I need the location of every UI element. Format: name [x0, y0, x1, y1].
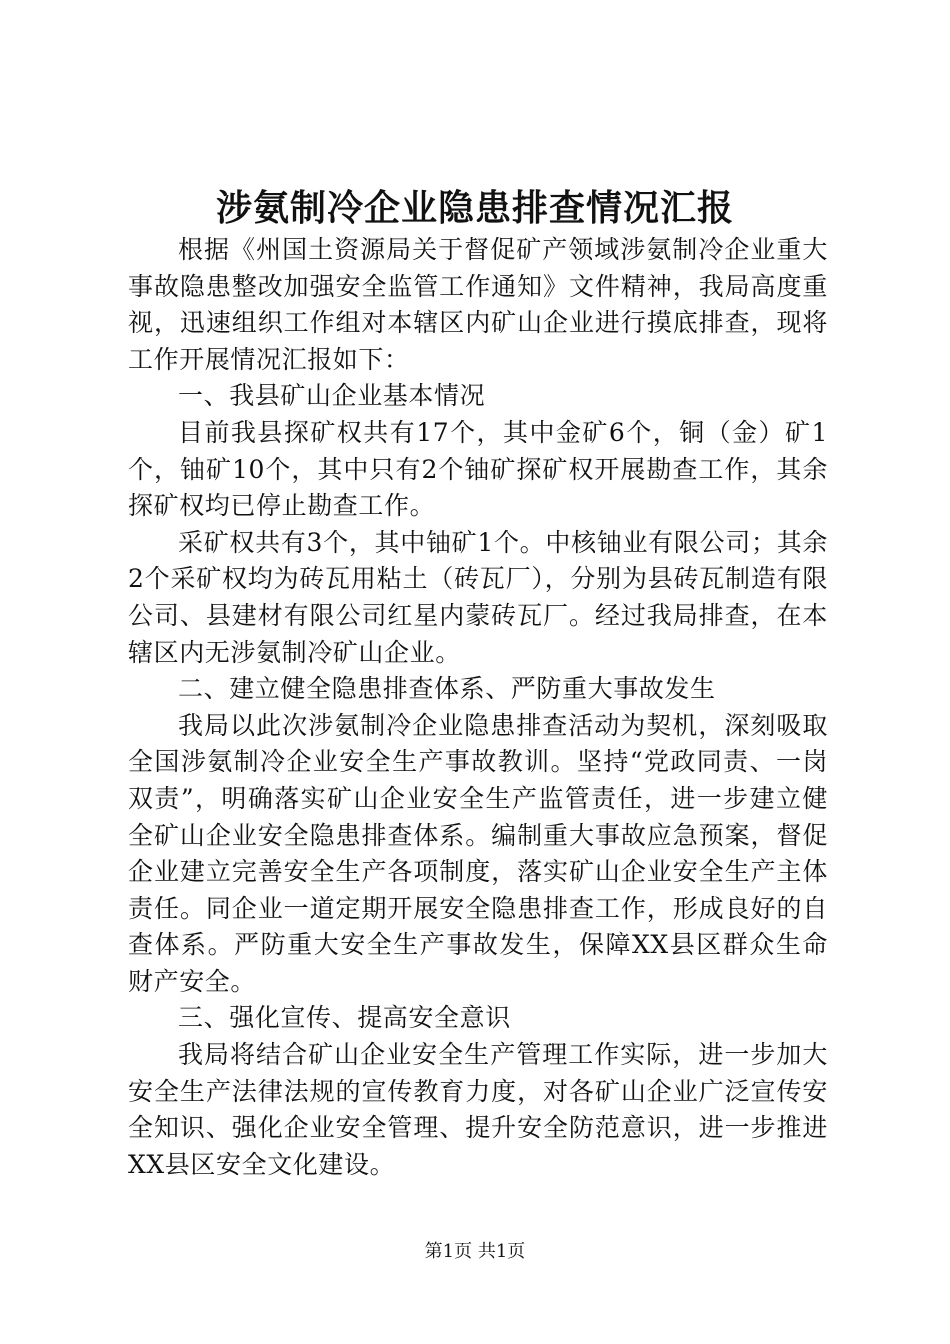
page-number-footer: 第1页 共1页 — [424, 1241, 526, 1262]
document-body — [128, 232, 828, 1183]
paragraph-mining-rights: 采矿权共有3个，其中铀矿1个。中核铀业有限公司；其余2个采矿权均为砖瓦用粘土（砖瓦厂），分别为县砖瓦制造有限公司、县建材有限公司红星内蒙砖瓦厂。经过我局排查，在本辖区内无涉氨制冷矿山企业。 — [128, 527, 828, 667]
section-heading-3: 三、强化宣传、提高安全意识 — [178, 1003, 511, 1033]
section-heading-2: 二、建立健全隐患排查体系、严防重大事故发生 — [178, 674, 716, 704]
section-heading-1: 一、我县矿山企业基本情况 — [178, 381, 486, 411]
document-title: 涉氨制冷企业隐患排查情况汇报 — [215, 187, 734, 229]
paragraph-inspection-system: 我局以此次涉氨制冷企业隐患排查活动为契机，深刻吸取全国涉氨制冷企业安全生产事故教训。坚持“党政同责、一岗双责”，明确落实矿山企业安全生产监管责任，进一步建立健全矿山企业安全隐患排查体系。编制重大事故应急预案，督促企业建立完善安全生产各项制度，落实矿山企业安全生产主体责任。同企业一道定期开展安全隐患排查工作，形成良好的自查体系。严防重大安全生产事故发生，保障XX县区群众生命财产安全。 — [128, 710, 828, 996]
paragraph-intro: 根据《州国土资源局关于督促矿产领域涉氨制冷企业重大事故隐患整改加强安全监管工作通知》文件精神，我局高度重视，迅速组织工作组对本辖区内矿山企业进行摸底排查，现将工作开展情况汇报如下： — [128, 235, 828, 374]
paragraph-publicity: 我局将结合矿山企业安全生产管理工作实际，进一步加大安全生产法律法规的宣传教育力度，对各矿山企业广泛宣传安全知识、强化企业安全管理、提升安全防范意识，进一步推进XX县区安全文化建设。 — [128, 1040, 828, 1179]
paragraph-exploration-rights: 目前我县探矿权共有17个，其中金矿6个，铜（金）矿1个，铀矿10个，其中只有2个铀矿探矿权开展勘查工作，其余探矿权均已停止勘查工作。 — [128, 417, 828, 521]
